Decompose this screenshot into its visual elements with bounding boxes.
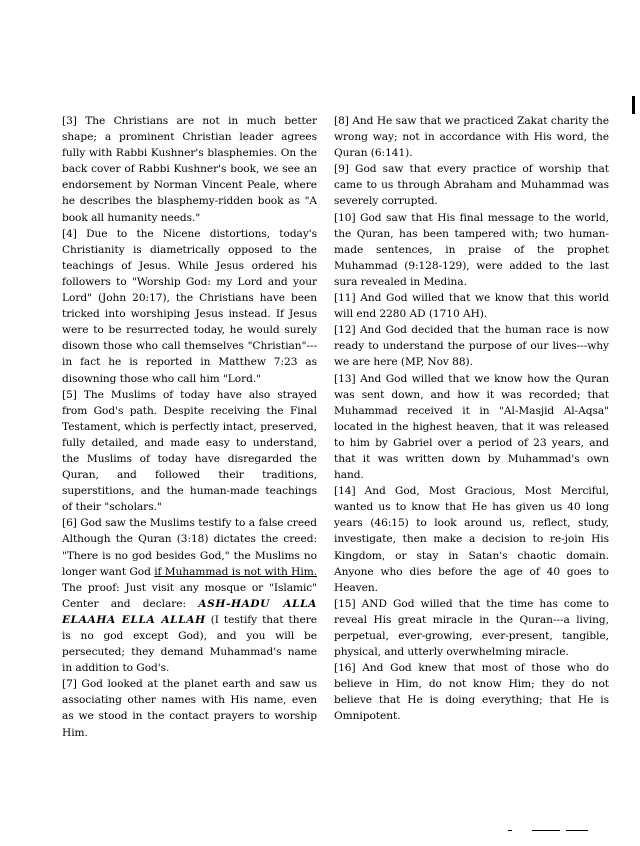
paragraph-11: [11] And God willed that we know that this world will end 2280 AD (1710 AH). [334,292,609,321]
paragraph-13: [13] And God willed that we know how the Quran was sent down, and how it was recorded; that Muhammad received it in "Al-Masjid Al-Aqsa" located in the highest heaven, that it was released to him by Gabriel over a period of 23 years, and that it was written down by Muhammad's own hand. [334,372,609,482]
shahada-text: ASH-HADU ALLA ELAAHA ELLA ALLAH [62,597,317,626]
paragraph-6-text-c: (I testify that there is no god except God), and you will be persecuted; they demand Muhammad's name in addition to God's. [62,613,317,675]
paragraph-12: [12] And God decided that the human race is now ready to understand the purpose of our lives---why we are here (MP, Nov 88). [334,324,609,369]
footer-rule [566,830,588,831]
paragraph-6-text-b: The proof: Just visit any mosque or "Islamic" Center and declare: [62,581,317,610]
scan-edge-mark [632,96,635,114]
paragraph-6-text-a: [6] God saw the Muslims testify to a false creed Although the Quran (3:18) dictates the creed: "There is no god besides God," the Muslims no longer want God [62,517,317,578]
paragraph-8: [8] And He saw that we practiced Zakat charity the wrong way; not in accordance with His word, the Quran (6:141). [334,115,609,160]
footer-rule [532,830,560,831]
paragraph-6 [62,515,317,676]
footer-mark [508,830,512,831]
paragraph-5: [5] The Muslims of today have also strayed from God's path. Despite receiving the Final Testament, which is perfectly intact, preserved, fully detailed, and made easy to understand, the Muslims of today have disregarded the Quran, and followed their traditions, superstitions, and the human-made teachings of their "scholars." [62,388,317,514]
paragraph-9: [9] God saw that every practice of worship that came to us through Abraham and Muhammad was severely corrupted. [334,163,609,208]
paragraph-4: [4] Due to the Nicene distortions, today's Christianity is diametrically opposed to the teachings of Jesus. While Jesus ordered his followers to "Worship God: my Lord and your Lord" (John 20:17), the Christians have been tricked into worshiping Jesus instead. If Jesus were to be resurrected today, he would surely disown those who call themselves "Christian"---in fact he is reported in Matthew 7:23 as disowning those who call him "Lord." [62,227,317,385]
paragraph-3: [3] The Christians are not in much better shape; a prominent Christian leader agrees fully with Rabbi Kushner's blasphemies. On the back cover of Rabbi Kushner's book, we see an endorsement by Norman Vincent Peale, where he describes the blasphemy-ridden book as "A book all humanity needs." [62,115,317,224]
paragraph-7: [7] God looked at the planet earth and saw us associating other names with His name, even as we stood in the contact prayers to worship Him. [62,678,317,739]
paragraph-10: [10] God saw that His final message to the world, the Quran, has been tampered with; two human-made sentences, in praise of the prophet Muhammad (9:128-129), were added to the last sura revealed in Medina. [334,211,609,288]
paragraph-14: [14] And God, Most Gracious, Most Merciful, wanted us to know that He has given us 40 long years (46:15) to look around us, reflect, study, investigate, then make a decision to re-join His Kingdom, or stay in Satan's chaotic domain. Anyone who dies before the age of 40 goes to Heaven. [334,485,609,594]
paragraph-16: [16] And God knew that most of those who do believe in Him, do not know Him; they do not believe that He is doing everything; that He is Omnipotent. [334,662,609,723]
right-column [334,113,609,725]
paragraph-6-underlined: if Muhammad is not with Him. [154,565,318,578]
paragraph-15: [15] AND God willed that the time has come to reveal His great miracle in the Quran---a living, perpetual, ever-growing, ever-present, tangible, physical, and utterly overwhelming miracle. [334,597,609,659]
left-column [62,113,317,741]
